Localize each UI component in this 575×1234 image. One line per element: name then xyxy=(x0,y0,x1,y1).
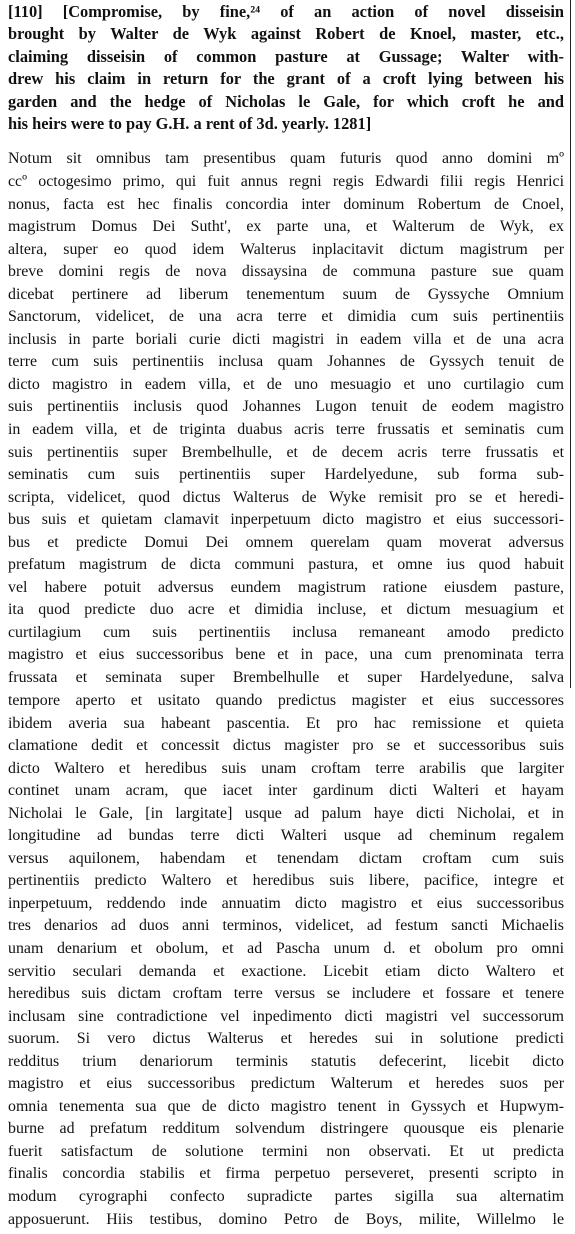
text-line: frussata et seminata super Brembelhulle et super Hardelyedune, salva xyxy=(8,669,564,687)
text-line: tres denarios ad duos anni terminos, videlicet, ad festum sancti Michaelis xyxy=(8,917,564,935)
text-line: servitio seculari demanda et exactione. Licebit etiam dicto Waltero et xyxy=(8,962,564,980)
text-line: scripta, videlicet, quod dictus Walterus de Wyke remisit pro se et heredi- xyxy=(8,488,564,506)
text-line: ita quod predicte duo acre et dimidia incluse, et dictum mesuagium et xyxy=(8,601,564,619)
heading-spacer xyxy=(8,135,570,148)
text-line: finalis concordia stabilis et firma perpetuo perseveret, presenti scripto in xyxy=(8,1165,564,1183)
text-line: pertinentiis predicto Waltero et heredibus suis libere, pacifice, integre et xyxy=(8,872,564,890)
text-line: ibidem averia sua habeant pascentia. Et pro hac remissione et quieta xyxy=(8,714,564,732)
text-line: unam denarium et obolum, et ad Pascha unum d. et obolum pro omni xyxy=(8,940,564,958)
text-line: redditus trium denariorum terminis statutis defecerint, licebit dicto xyxy=(8,1052,564,1070)
heading-line: [110] [Compromise, by fine,²⁴ of an action of novel disseisin xyxy=(8,2,564,21)
charter-text-part-1 xyxy=(8,148,564,688)
text-line: burne ad prefatum redditum solvendum distringere quousque eis plenarie xyxy=(8,1120,564,1138)
text-line: suis pertinentiis super Brembelhulle, et de decem acris terre frussatis et xyxy=(8,443,564,461)
text-line: terre cum suis pertinentiis inclusa quam Johannes de Gyssych tenuit de xyxy=(8,353,564,371)
text-line: nonus, facta est hec finalis concordia inter dominum Robertum de Cnoel, xyxy=(8,195,564,213)
text-line: suis pertinentiis inclusis quod Johannes Lugon tenuit de eodem magistro xyxy=(8,398,564,416)
text-line: vel habere potuit adversus eundem magistrum ratione eiusdem pasture, xyxy=(8,578,564,596)
text-line: Nicholai le Gale, [in largitate] usque ad palum haye dicti Nicholai, et in xyxy=(8,804,564,822)
text-line: magistro et eius successoribus predictum Walterum et heredes suos per xyxy=(8,1075,564,1093)
text-line: longitudine ad bundas terre dicti Walteri usque ad cheminum regalem xyxy=(8,827,564,845)
text-line: dicto magistro in eadem villa, et de uno mesuagio et uno curtilagio cum xyxy=(8,375,564,393)
text-line: fuerit satisfactum de solutione termini non observati. Et ut predicta xyxy=(8,1142,564,1160)
text-line: clamatione dedit et concessit dictus magister pro se et successoribus suis xyxy=(8,737,564,755)
text-line: dicto Waltero et heredibus suis unam croftam terre arabilis que largiter xyxy=(8,759,564,777)
entry-heading xyxy=(8,1,564,135)
text-line: seminatis cum suis pertinentiis super Hardelyedune, sub forma sub- xyxy=(8,466,564,484)
text-line: breve domini regis de nova dissaysina de communa pasture sue quam xyxy=(8,263,564,281)
charter-text-part-2 xyxy=(8,690,564,1234)
heading-line: claiming disseisin of common pasture at Gussage; Walter with- xyxy=(8,46,564,66)
text-line: in eadem villa, et de triginta duabus acris terre frussatis et seminatis cum xyxy=(8,421,564,438)
text-line: ccº octogesimo primo, qui fuit annus regni regis Edwardi filii regis Henrici xyxy=(8,172,564,190)
text-line: inclusis in parte boriali curie dicti magistri in eadem villa et de una acra xyxy=(8,330,564,348)
text-line: bus et predicte Domui Dei omnem querelam quam moverat adversus xyxy=(8,533,564,551)
text-line: prefatum magistrum de dicta communi pastura, et omne ius quod habuit xyxy=(8,556,564,574)
text-line: curtilagium cum suis pertinentiis inclusa remaneant amodo predicto xyxy=(8,623,564,641)
text-line: heredibus suis dictam croftam terre versus se includere et fossare et tenere xyxy=(8,985,564,1003)
heading-line: brought by Walter de Wyk against Robert de Knoel, master, etc., xyxy=(8,24,564,44)
text-line: dicebat pertinere ad liberum tenementum suum de Gyssyche Omnium xyxy=(8,285,564,303)
text-line: bus suis et quietam clamavit inperpetuum dicto magistro et eius successori- xyxy=(8,511,564,529)
heading-line: his heirs were to pay G.H. a rent of 3d. yearly. 1281] xyxy=(8,114,372,134)
text-line: inclusam sine contradictione vel inpedimento dicti magistri vel successorum xyxy=(8,1007,564,1025)
text-line: versus aquilonem, habendam et tenendam dictam croftam cum suis xyxy=(8,849,564,867)
heading-line: drew his claim in return for the grant of a croft lying between his xyxy=(8,69,564,89)
text-line: inperpetuum, reddendo inde annuatim dicto magistro et eius successoribus xyxy=(8,894,564,912)
document-fragment-upper xyxy=(8,0,571,688)
text-line: Notum sit omnibus tam presentibus quam futuris quod anno domini mº xyxy=(8,150,564,168)
text-line: Sanctorum, videlicet, de una acra terre et dimidia cum suis pertinentiis xyxy=(8,308,564,326)
text-line: apposuerunt. Hiis testibus, domino Petro de Boys, milite, Willelmo le xyxy=(8,1210,564,1228)
text-line: tempore aperto et usitato quando predictus magister et eius successores xyxy=(8,692,564,709)
text-line: magistro et eius successoribus bene et in pace, una cum prenominata terra xyxy=(8,646,564,664)
text-line: modum cyrographi confecto supradicte partes sigilla sua alternatim xyxy=(8,1188,564,1206)
text-line: magistrum Domus Dei Sutht', ex parte una, et Walterum de Wyk, ex xyxy=(8,218,564,236)
text-line: continet unam acram, que iacet inter gardinum dicti Walteri et hayam xyxy=(8,782,564,800)
text-line: altera, super eo quod idem Walterus inplacitavit dictum magistrum per xyxy=(8,240,564,258)
text-line: omnia tenementa sua que de dicto magistro tenent in Gyssych et Hupwym- xyxy=(8,1097,564,1115)
heading-line: garden and the hedge of Nicholas le Gale, for which croft he and xyxy=(8,91,564,111)
text-line: suorum. Si vero dictus Walterus et heredes sui in solutione predicti xyxy=(8,1030,564,1048)
document-fragment-lower xyxy=(8,690,570,1234)
